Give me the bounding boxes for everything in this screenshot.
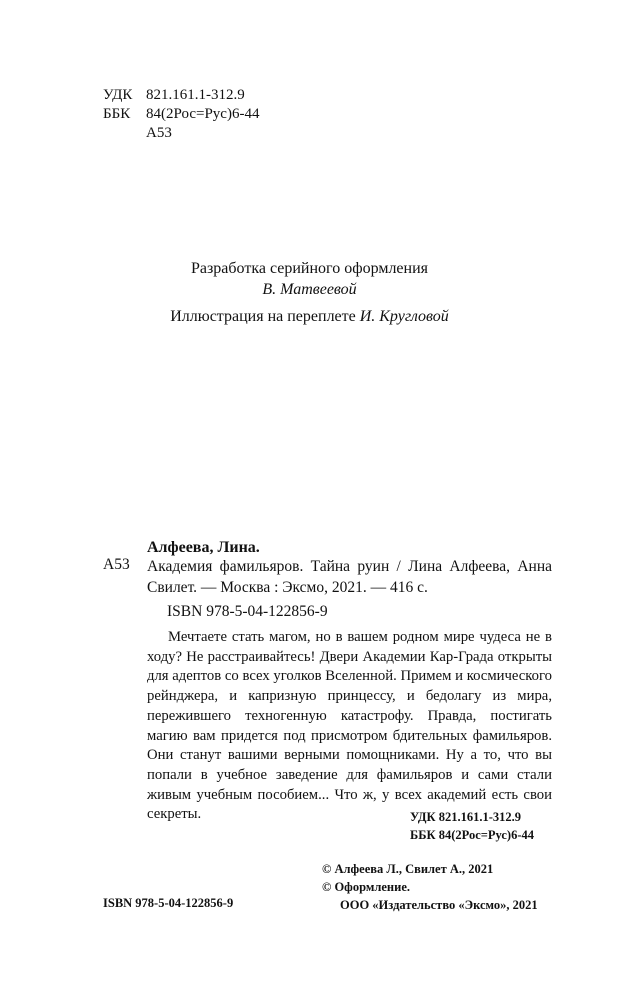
copyright-publisher: ООО «Издательство «Эксмо», 2021 (340, 898, 538, 912)
copyright-block (322, 860, 538, 914)
udk-value: 821.161.1-312.9 (146, 87, 245, 103)
illustration-credit-name: И. Кругловой (359, 308, 449, 325)
design-credit-text: Разработка серийного оформления (190, 260, 429, 277)
catalog-udk: УДК 821.161.1-312.9 (410, 810, 521, 824)
copyright-authors: © Алфеева Л., Свилет А., 2021 (322, 862, 494, 876)
bbk-label: ББК (103, 106, 131, 122)
catalog-mark: А53 (103, 556, 130, 573)
classification-header (103, 86, 259, 143)
catalog-bbk: ББК 84(2Рос=Рус)6-44 (410, 828, 534, 842)
design-credit-name: В. Матвеевой (262, 281, 357, 298)
illustration-credit-text: Иллюстрация на переплете (170, 308, 356, 325)
annotation: Мечтаете стать магом, но в вашем родном мире чудеса не в ходу? Не расстраивайтесь! Двери Академии Кар-Града открыты для адептов со всех уголков Вселенной. Примем и космического рейнджера, и капризную принцессу, и бедолагу из мира, пережившего техногенную катастрофу. Правда, постигать магию вам придется под присмотром бдительных фамильяров. Они станут вашими верными помощниками. Ну а то, что вы попали в учебное заведение для фамильяров и сами стали живым учебным пособием... Что ж, у всех академий есть свои секреты. (147, 629, 552, 823)
catalog-classification (410, 808, 534, 844)
design-credit (0, 258, 619, 300)
catalog-record (147, 556, 552, 622)
bbk-value: 84(2Рос=Рус)6-44 (146, 106, 260, 122)
author-mark: А53 (146, 125, 172, 141)
catalog-isbn: ISBN 978-5-04-122856-9 (167, 603, 328, 620)
copyright-design: © Оформление. (322, 880, 411, 894)
footer-isbn: ISBN 978-5-04-122856-9 (103, 896, 234, 910)
illustration-credit (0, 306, 619, 327)
catalog-author: Алфеева, Лина. (147, 539, 260, 556)
udk-label: УДК (103, 87, 133, 103)
catalog-description: Академия фамильяров. Тайна руин / Лина Алфеева, Анна Свилет. — Москва : Эксмо, 2021. — 416 с. (147, 558, 552, 596)
